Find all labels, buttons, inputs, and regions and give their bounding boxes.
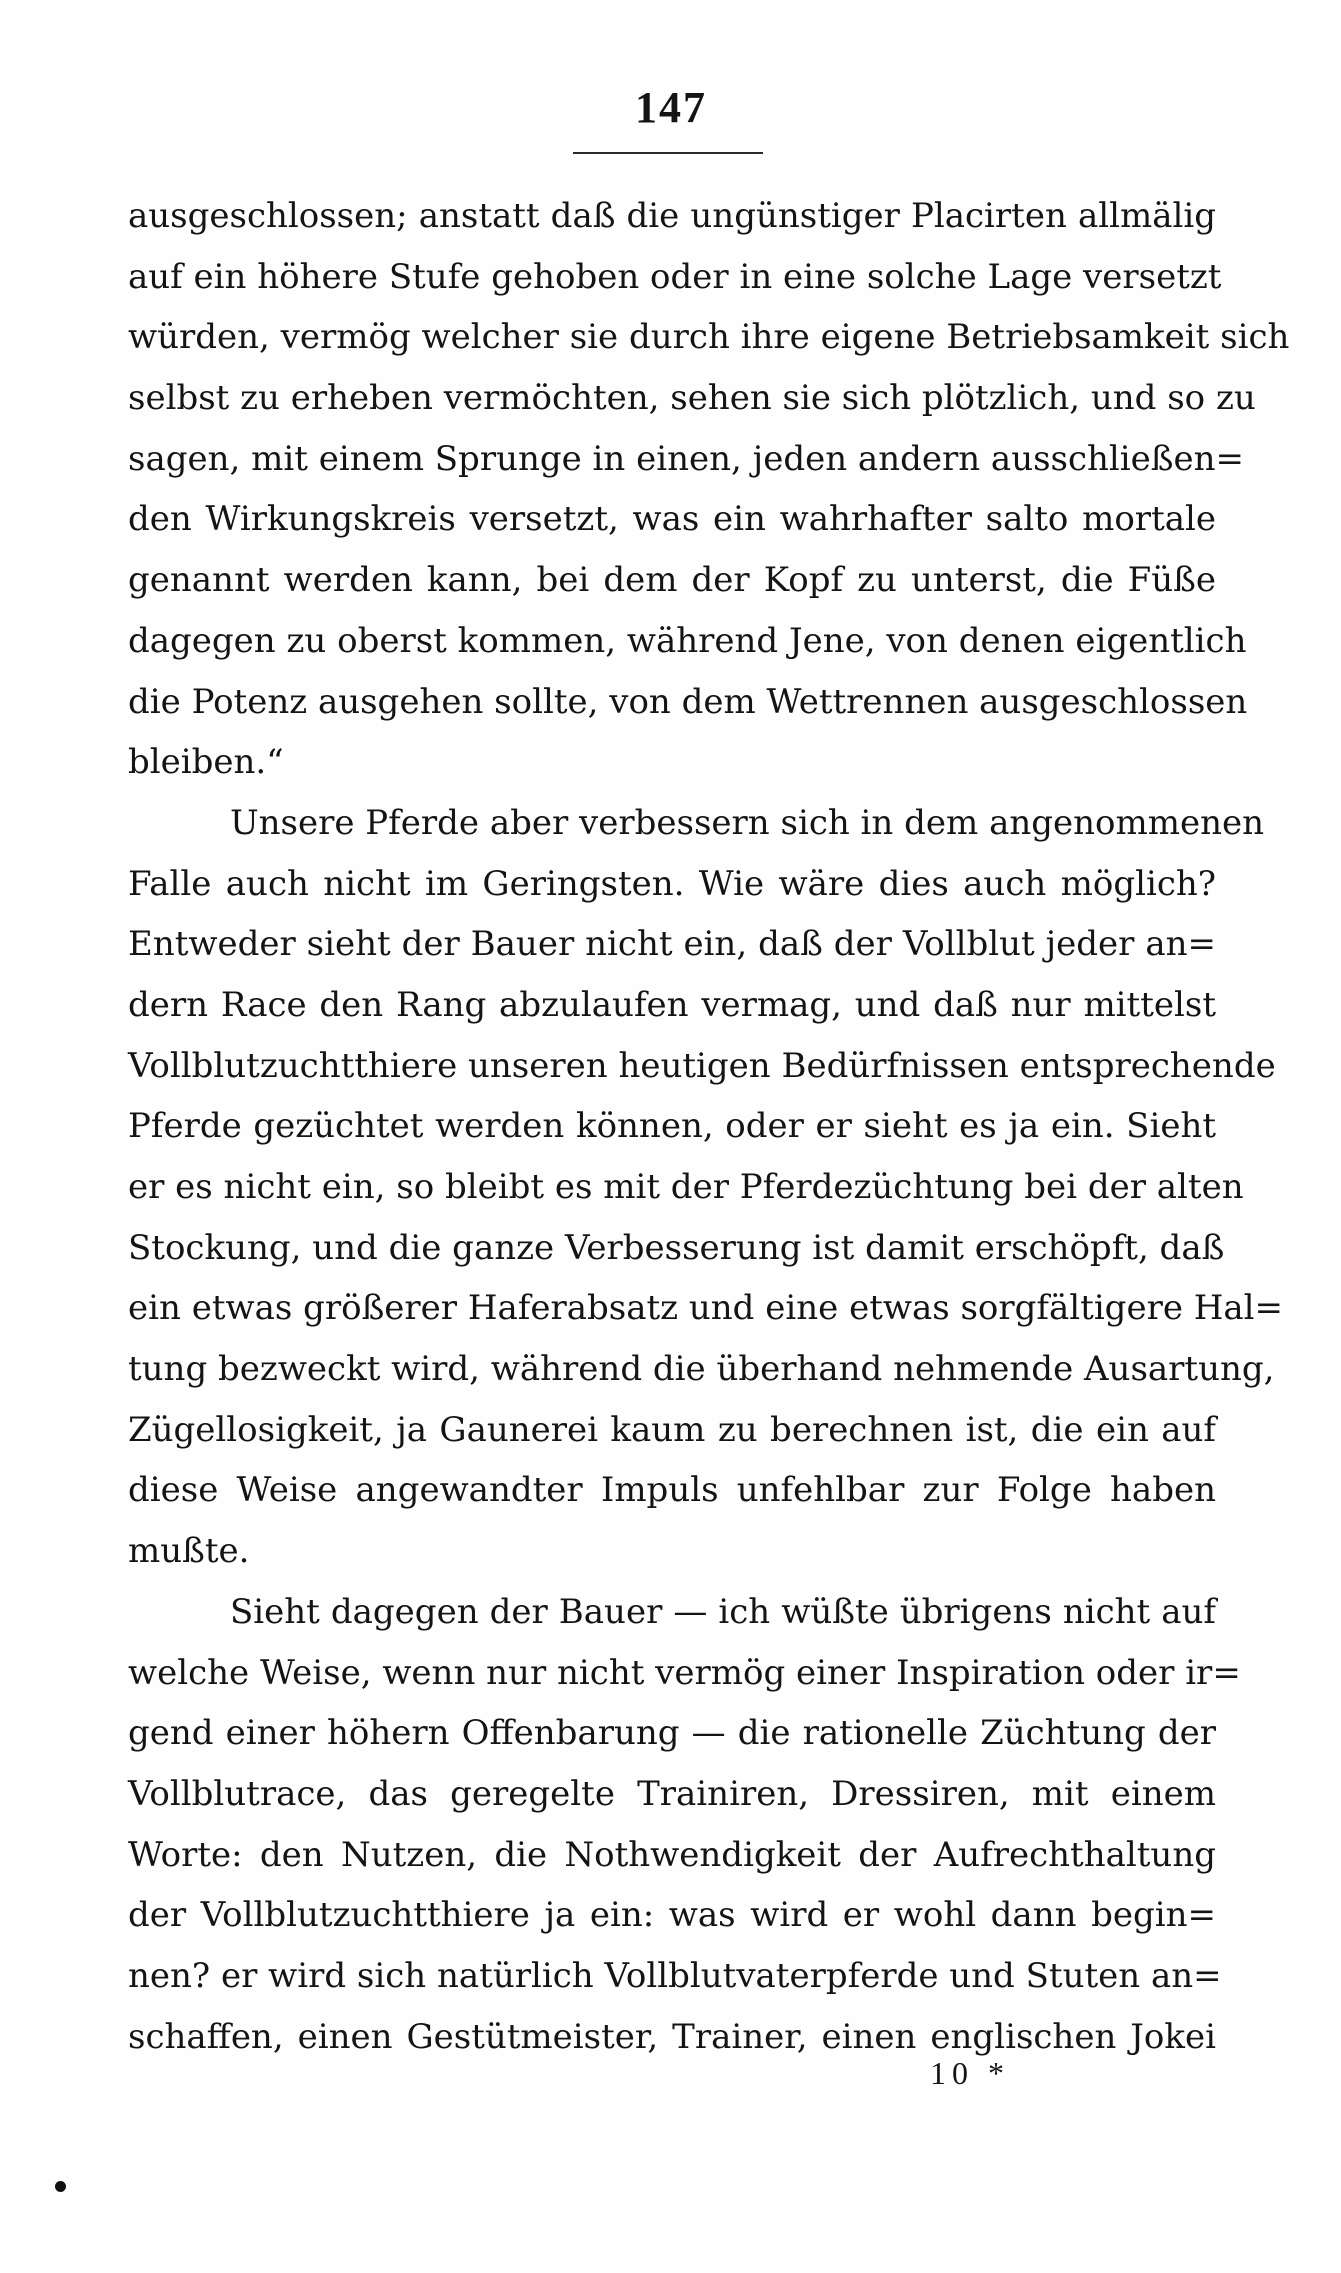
text-line: der Vollblutzuchtthiere ja ein: was wird er wohl dann begin= [128,1895,1216,1936]
text-line: Entweder sieht der Bauer nicht ein, daß der Vollblut jeder an= [128,924,1216,965]
text-line: nen? er wird sich natürlich Vollblutvaterpferde und Stuten an= [128,1955,1222,1996]
text-line: Zügellosigkeit, ja Gaunerei kaum zu berechnen ist, die ein auf [128,1409,1216,1450]
text-line: ausgeschlossen; anstatt daß die ungünstiger Placirten allmälig [128,196,1216,236]
text-line: ein etwas größerer Haferabsatz und eine etwas sorgfältigere Hal= [128,1288,1284,1329]
text-line: Pferde gezüchtet werden können, oder er sieht es ja ein. Sieht [128,1106,1216,1147]
paragraph-start-line: Sieht dagegen der Bauer — ich wüßte übrigens nicht auf [230,1591,1216,1632]
signature-mark: 10 * [930,2055,1010,2091]
text-line: Vollblutzuchtthiere unseren heutigen Bedürfnissen entsprechende [128,1045,1276,1086]
text-line: sagen, mit einem Sprunge in einen, jeden andern ausschließen= [128,438,1245,479]
text-line: Falle auch nicht im Geringsten. Wie wäre dies auch möglich? [128,863,1216,904]
paragraph-start-line: Unsere Pferde aber verbessern sich in dem angenommenen [230,802,1265,843]
text-line: selbst zu erheben vermöchten, sehen sie sich plötzlich, und so zu [128,378,1256,419]
body-text [128,186,1290,2067]
text-line: tung bezweckt wird, während die überhand nehmende Ausartung, [128,1349,1275,1390]
text-line: den Wirkungskreis versetzt, was ein wahrhafter salto mortale [128,499,1216,540]
text-line: Worte: den Nutzen, die Nothwendigkeit der Aufrechthaltung [128,1834,1216,1875]
text-line: dagegen zu oberst kommen, während Jene, von denen eigentlich [128,620,1247,661]
page-number: 147 [635,83,707,132]
text-line: würden, vermög welcher sie durch ihre eigene Betriebsamkeit sich [128,317,1290,358]
header-rule [573,152,763,154]
text-line: die Potenz ausgehen sollte, von dem Wettrennen ausgeschlossen [128,681,1248,722]
text-line: Stockung, und die ganze Verbesserung ist damit erschöpft, daß [128,1227,1225,1268]
margin-dot [55,2181,66,2192]
text-line: diese Weise angewandter Impuls unfehlbar zur Folge haben [128,1470,1216,1511]
text-line: Vollblutrace, das geregelte Trainiren, Dressiren, mit einem [128,1773,1216,1814]
text-line: schaffen, einen Gestütmeister, Trainer, einen englischen Jokei [128,2016,1216,2057]
text-line: genannt werden kann, bei dem der Kopf zu unterst, die Füße [128,560,1216,601]
text-line: mußte. [128,1531,250,1572]
text-line: auf ein höhere Stufe gehoben oder in eine solche Lage versetzt [128,256,1222,297]
text-line: gend einer höhern Offenbarung — die rationelle Züchtung der [128,1713,1216,1754]
text-line: welche Weise, wenn nur nicht vermög einer Inspiration oder ir= [128,1652,1241,1693]
text-line: dern Race den Rang abzulaufen vermag, und daß nur mittelst [128,984,1216,1025]
text-line: er es nicht ein, so bleibt es mit der Pferdezüchtung bei der alten [128,1167,1244,1207]
text-line: bleiben.“ [128,742,284,783]
